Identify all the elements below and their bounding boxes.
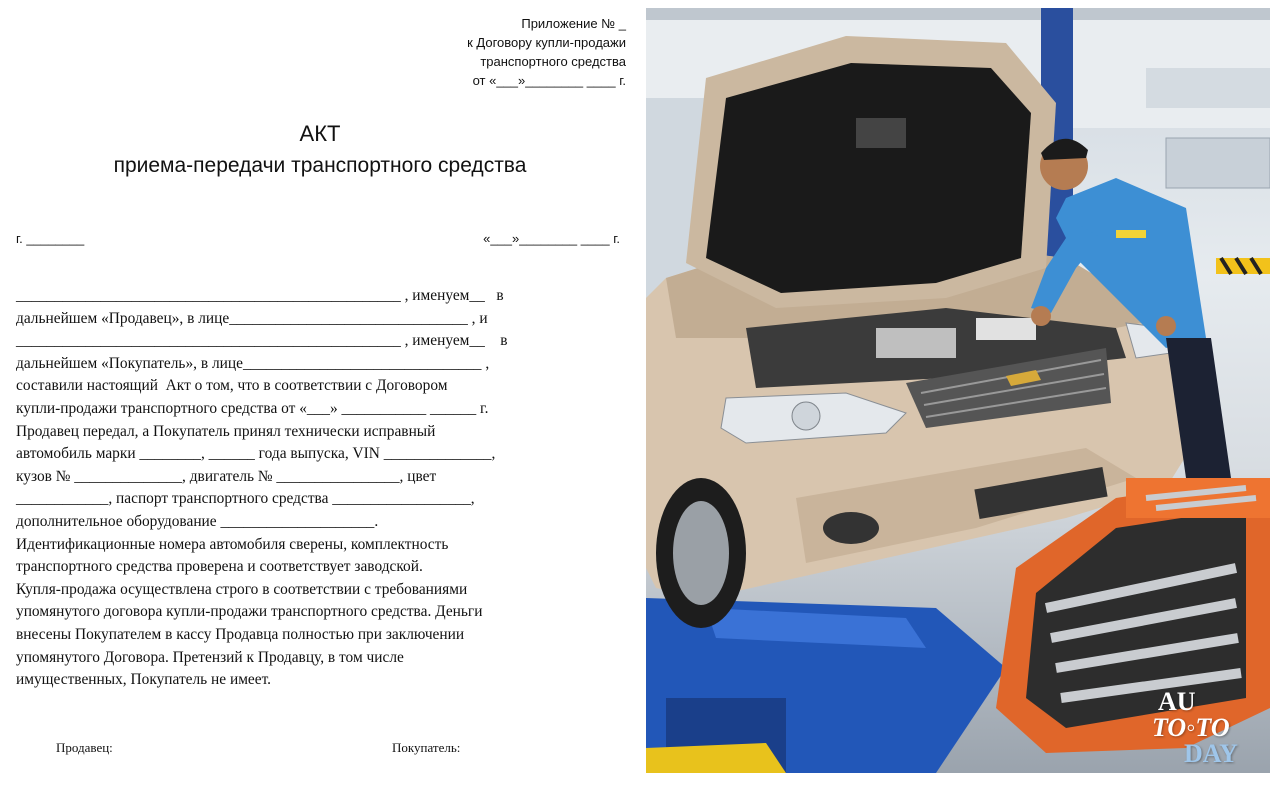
appendix-line-2: к Договору купли-продажи xyxy=(467,35,626,50)
body-line: составили настоящий Акт о том, что в соответствии с Договором xyxy=(16,377,448,395)
photo-illustration xyxy=(646,8,1270,773)
body-line: имущественных, Покупатель не имеет. xyxy=(16,671,272,689)
act-body-text xyxy=(16,285,616,692)
body-line: дальнейшем «Покупатель», в лице_______________________________ , xyxy=(16,354,490,372)
title-line-1: АКТ xyxy=(299,121,341,146)
appendix-line-1: Приложение № _ xyxy=(521,16,626,31)
logo-line-2: TO◦TO xyxy=(1152,713,1230,742)
body-line: кузов № ______________, двигатель № ________________, цвет xyxy=(16,467,437,485)
body-line: Купля-продажа осуществлена строго в соответствии с требованиями xyxy=(16,580,468,598)
date-field: «___»________ ____ г. xyxy=(483,231,620,246)
body-line: транспортного средства проверена и соответствует заводской. xyxy=(16,558,423,576)
seller-signature-label: Продавец: xyxy=(56,740,113,755)
body-line: ____________, паспорт транспортного средства __________________, xyxy=(16,490,475,508)
logo-line-1: AU xyxy=(1158,687,1196,716)
body-line: упомянутого Договора. Претензий к Продавцу, в том числе xyxy=(16,648,404,666)
place-field: г. ________ xyxy=(16,231,85,246)
buyer-signature-label: Покупатель: xyxy=(392,740,461,755)
body-line: __________________________________________________ , именуем__ в xyxy=(16,332,508,350)
body-line: автомобиль марки ________, ______ года выпуска, VIN ______________, xyxy=(16,445,496,463)
body-line: дальнейшем «Продавец», в лице_______________________________ , и xyxy=(16,309,488,327)
document-title xyxy=(0,118,640,182)
appendix-line-4: от «___»________ ____ г. xyxy=(472,73,626,88)
car-service-photo xyxy=(646,8,1270,773)
appendix-header xyxy=(386,14,626,90)
logo-line-3: DAY xyxy=(1184,739,1238,768)
body-line: Идентификационные номера автомобиля сверены, комплектность xyxy=(16,535,449,553)
body-line: дополнительное оборудование ____________________. xyxy=(16,512,379,530)
title-line-2: приема-передачи транспортного средства xyxy=(113,154,527,177)
body-line: Продавец передал, а Покупатель принял технически исправный xyxy=(16,422,436,440)
autotoday-logo xyxy=(1152,689,1262,767)
body-line: внесены Покупателем в кассу Продавца полностью при заключении xyxy=(16,625,465,643)
body-line: __________________________________________________ , именуем__ в xyxy=(16,287,504,304)
body-line: купли-продажи транспортного средства от «___» ___________ ______ г. xyxy=(16,399,489,417)
body-line: упомянутого договора купли-продажи транспортного средства. Деньги xyxy=(16,603,483,621)
appendix-line-3: транспортного средства xyxy=(480,54,626,69)
